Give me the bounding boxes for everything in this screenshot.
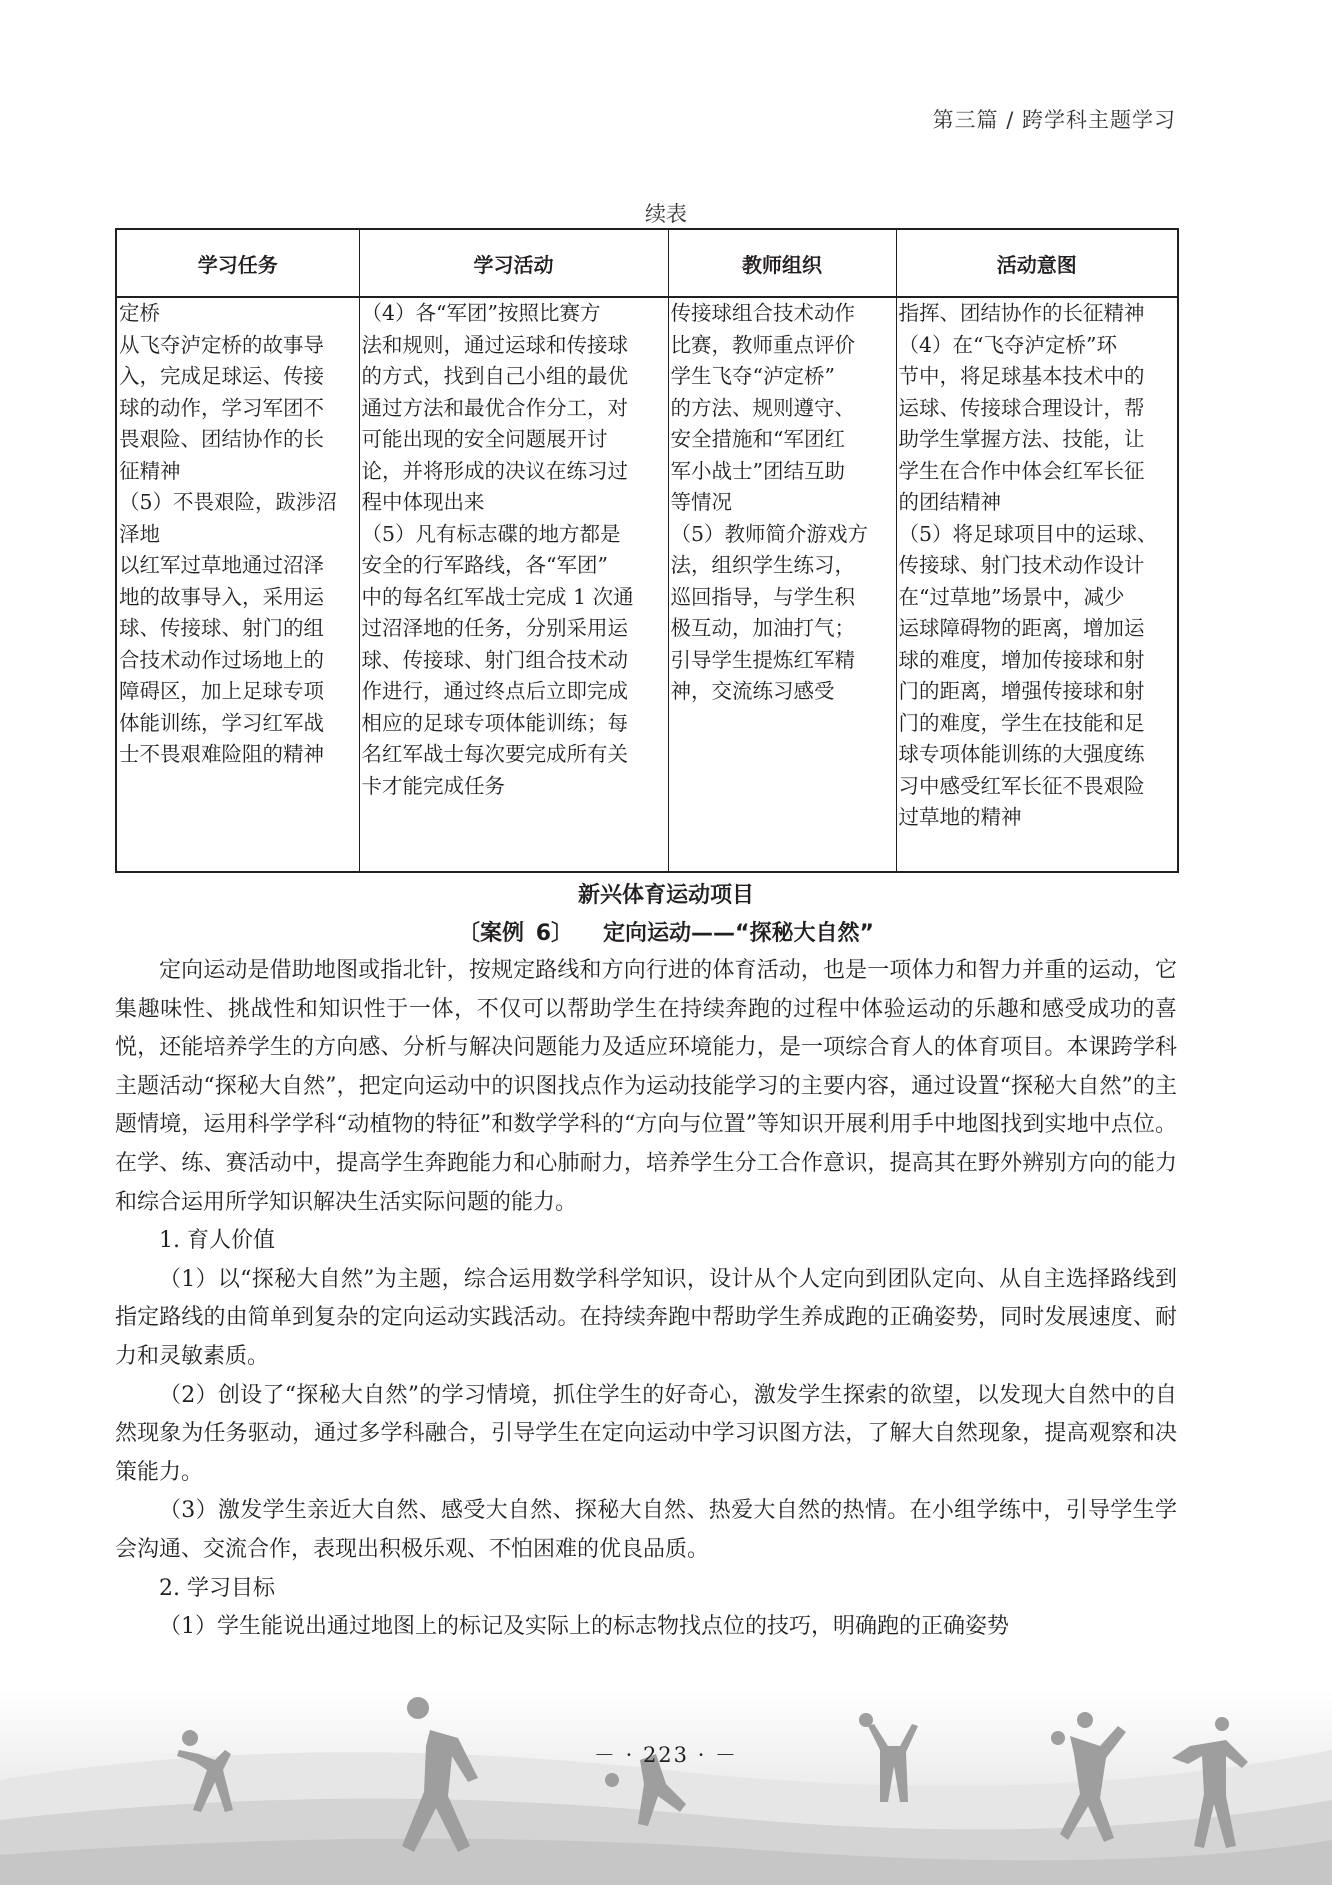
- cell-line: （5）将足球项目中的运球、: [898, 521, 1158, 546]
- cell-line: 程中体现出来: [361, 490, 485, 514]
- cell-line: 畏艰险、团结协作的长: [119, 427, 324, 451]
- cell-line: 可能出现的安全问题展开讨: [361, 427, 608, 451]
- cell-line: （4）各“军团”按照比赛方: [361, 301, 601, 325]
- value-paragraph: （2）创设了“探秘大自然”的学习情境，抓住学生的好奇心，激发学生探索的欲望，以发现大自然中的自然现象为任务驱动，通过多学科融合，引导学生在定向运动中学习识图方法，了解大自然现象，提高观察和决策能力。: [115, 1382, 1177, 1485]
- cell-line: 运球、传接球合理设计，帮: [898, 395, 1145, 420]
- cell-line: 门的难度，学生在技能和足: [898, 710, 1145, 735]
- header-teacher-organization: 教师组织: [668, 229, 896, 297]
- footer-sports-illustration: [0, 1690, 1332, 1885]
- running-head: 第三篇 / 跨学科主题学习: [932, 108, 1176, 132]
- cell-line: 合技术动作过场地上的: [119, 647, 324, 672]
- header-learning-task: 学习任务: [116, 229, 359, 297]
- cell-line: 球、传接球、射门的组: [119, 616, 324, 640]
- cell-line: 极互动，加油打气；: [670, 616, 855, 640]
- cell-line: 法，组织学生练习，: [670, 553, 855, 577]
- cell-line: 节中，将足球基本技术中的: [898, 364, 1145, 388]
- cell-activity-intent: [896, 297, 1178, 872]
- cell-line: 助学生掌握方法、技能，让: [898, 427, 1145, 451]
- cell-line: 学生在合作中体会红军长征: [898, 458, 1145, 483]
- cell-line: 等情况: [670, 490, 732, 514]
- cell-line: （5）不畏艰险，跋涉沼: [119, 490, 338, 514]
- cell-line: 相应的足球专项体能训练；每: [361, 710, 628, 735]
- table-caption: 续表: [645, 202, 687, 226]
- cell-line: 球专项体能训练的大强度练: [898, 742, 1145, 766]
- cell-teacher-organization: [668, 297, 896, 872]
- cell-line: 法和规则，通过运球和传接球: [361, 332, 628, 357]
- cell-line: 巡回指导，与学生积: [670, 584, 855, 609]
- case-heading: [0, 916, 1332, 947]
- value-paragraph: （3）激发学生亲近大自然、感受大自然、探秘大自然、热爱大自然的热情。在小组学练中，引导学生学会沟通、交流合作，表现出积极乐观、不怕困难的优良品质。: [115, 1498, 1177, 1562]
- cell-learning-task: [116, 297, 359, 872]
- cell-line: 中的每名红军战士完成 1 次通: [361, 584, 634, 609]
- header-learning-activity: 学习活动: [359, 229, 668, 297]
- cell-line: 的方式，找到自己小组的最优: [361, 364, 628, 388]
- cell-line: 士不畏艰难险阻的精神: [119, 742, 324, 766]
- cell-line: 球的动作，学习军团不: [119, 395, 324, 420]
- value-paragraph: （1）以“探秘大自然”为主题，综合运用数学科学知识，设计从个人定向到团队定向、从自主选择路线到指定路线的由简单到复杂的定向运动实践活动。在持续奔跑中帮助学生养成跑的正确姿势，同时发展速度、耐力和灵敏素质。: [115, 1266, 1177, 1369]
- cell-line: 球的难度，增加传接球和射: [898, 647, 1145, 672]
- cell-line: 习中感受红军长征不畏艰险: [898, 773, 1145, 798]
- cell-line: （4）在“飞夺泸定桥”环: [898, 332, 1118, 357]
- table-row: [116, 297, 1178, 872]
- cell-line: 泽地: [119, 521, 160, 546]
- cell-learning-activity: [359, 297, 668, 872]
- cell-line: 入，完成足球运、传接: [119, 364, 324, 388]
- cell-line: 通过方法和最优合作分工，对: [361, 395, 628, 420]
- cell-line: 名红军战士每次要完成所有关: [361, 742, 628, 766]
- cell-line: 安全的行军路线，各“军团”: [361, 553, 608, 577]
- cell-line: 门的距离，增强传接球和射: [898, 679, 1145, 703]
- cell-line: 在“过草地”场景中，减少: [898, 584, 1125, 609]
- table-header-row: [116, 229, 1178, 297]
- cell-line: 卡才能完成任务: [361, 773, 505, 798]
- cell-line: 地的故事导入，采用运: [119, 584, 324, 609]
- cell-line: 的团结精神: [898, 490, 1001, 514]
- heading-learning-goals: 2. 学习目标: [159, 1575, 275, 1601]
- cell-line: （5）教师简介游戏方: [670, 521, 869, 546]
- section-title: 新兴体育运动项目: [577, 883, 754, 908]
- heading-education-value: 1. 育人价值: [159, 1228, 275, 1254]
- page-number: － · 223 · －: [593, 1743, 739, 1767]
- cell-line: 论，并将形成的决议在练习过: [361, 458, 628, 483]
- cell-line: 运球障碍物的距离，增加运: [898, 616, 1145, 640]
- cell-line: 球、传接球、射门组合技术动: [361, 647, 628, 672]
- cell-line: 比赛，教师重点评价: [670, 332, 855, 357]
- cell-line: 过草地的精神: [898, 805, 1022, 829]
- cell-line: 障碍区，加上足球专项: [119, 679, 324, 703]
- cell-line: 传接球、射门技术动作设计: [898, 553, 1145, 577]
- cell-line: 指挥、团结协作的长征精神: [898, 301, 1145, 325]
- cell-line: 安全措施和“军团红: [670, 427, 845, 451]
- header-activity-intent: 活动意图: [896, 229, 1178, 297]
- case-number: 〔案例 6〕: [458, 921, 574, 946]
- cell-line: 征精神: [119, 458, 181, 483]
- lesson-table: [115, 228, 1179, 873]
- goal-paragraph: （1）学生能说出通过地图上的标记及实际上的标志物找点位的技巧，明确跑的正确姿势: [159, 1614, 1009, 1640]
- cell-line: 定桥: [119, 301, 160, 325]
- cell-line: 从飞夺泸定桥的故事导: [119, 332, 324, 357]
- cell-line: 作进行，通过终点后立即完成: [361, 679, 628, 703]
- cell-line: 体能训练，学习红军战: [119, 710, 324, 735]
- cell-line: 以红军过草地通过沼泽: [119, 553, 324, 577]
- body-text: [115, 952, 1177, 1647]
- cell-line: 的方法、规则遵守、: [670, 395, 855, 420]
- cell-line: 引导学生提炼红军精: [670, 647, 855, 672]
- cell-line: 学生飞夺“泸定桥”: [670, 364, 835, 388]
- cell-line: 军小战士”团结互助: [670, 458, 845, 483]
- cell-line: 过沼泽地的任务，分别采用运: [361, 616, 628, 640]
- cell-line: （5）凡有标志碟的地方都是: [361, 521, 621, 546]
- cell-line: 神，交流练习感受: [670, 679, 835, 703]
- cell-line: 传接球组合技术动作: [670, 301, 855, 325]
- case-title: 定向运动——“探秘大自然”: [603, 921, 874, 946]
- intro-paragraph: 定向运动是借助地图或指北针，按规定路线和方向行进的体育活动，也是一项体力和智力并重的运动，它集趣味性、挑战性和知识性于一体，不仅可以帮助学生在持续奔跑的过程中体验运动的乐趣和感受成功的喜悦，还能培养学生的方向感、分析与解决问题能力及适应环境能力，是一项综合育人的体育项目。本课跨学科主题活动“探秘大自然”，把定向运动中的识图找点作为运动技能学习的主要内容，通过设置“探秘大自然”的主题情境，运用科学学科“动植物的特征”和数学学科的“方向与位置”等知识开展利用手中地图找到实地中点位。在学、练、赛活动中，提高学生奔跑能力和心肺耐力，培养学生分工合作意识，提高其在野外辨别方向的能力和综合运用所学知识解决生活实际问题的能力。: [115, 958, 1177, 1215]
